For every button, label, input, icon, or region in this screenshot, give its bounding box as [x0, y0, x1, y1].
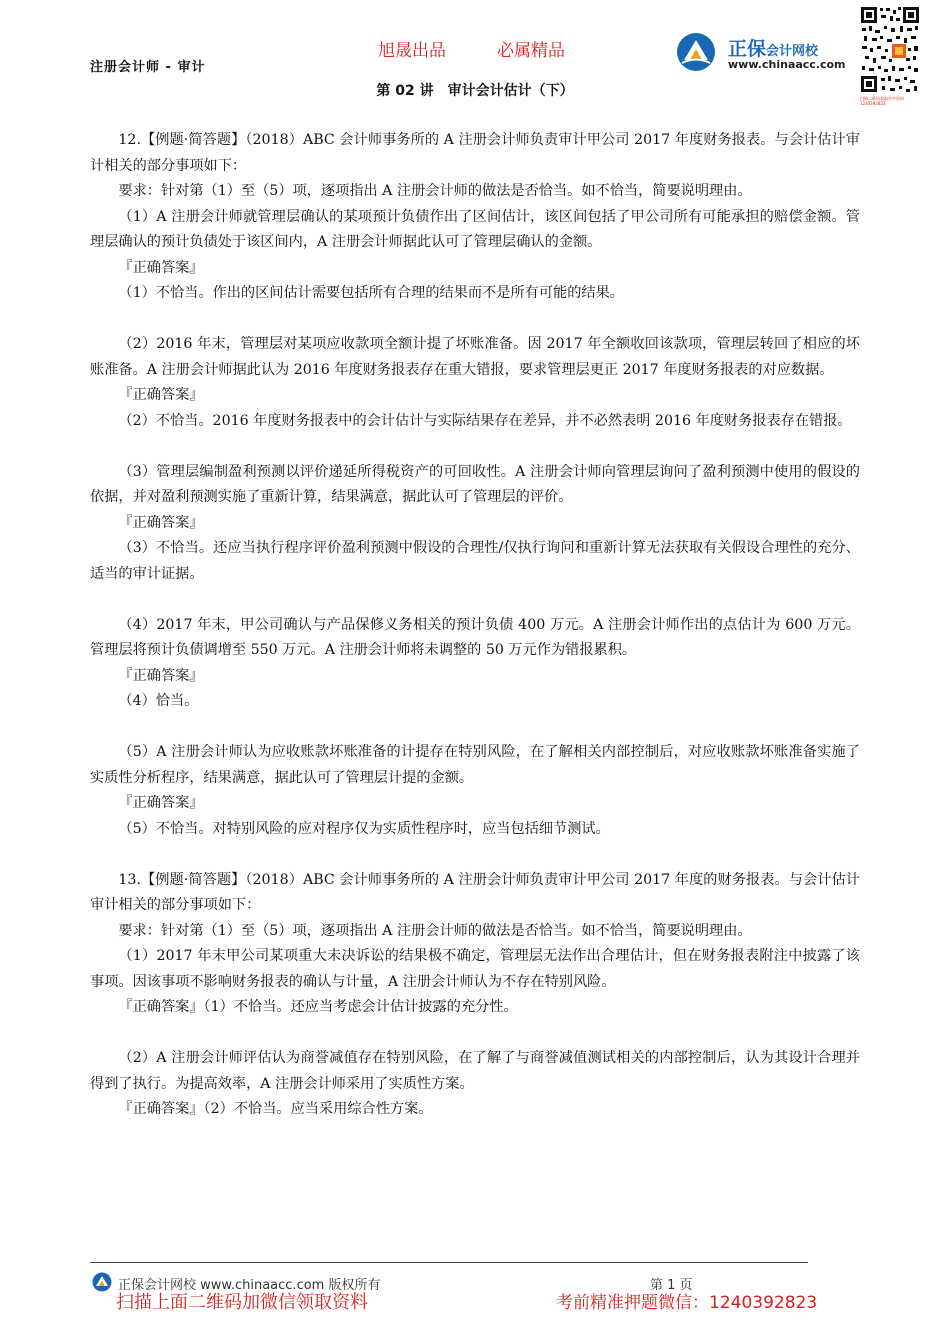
question-13-requirement: 要求：针对第（1）至（5）项，逐项指出 A 注册会计师的做法是否恰当。如不恰当，简要说明理由。	[118, 922, 752, 939]
question-12-requirement: 要求：针对第（1）至（5）项，逐项指出 A 注册会计师的做法是否恰当。如不恰当，简要说明理由。	[118, 183, 752, 199]
qr-code-icon	[860, 6, 920, 96]
question-13-item-1: （1）2017 年末甲公司某项重大未决诉讼的结果极不确定，管理层无法作出合理估计，但在财务报表附注中披露了该事项。因该事项不影响财务报表的确认与计量，A 注册会计师认为不存在特别风险。	[90, 948, 860, 990]
lecture-title: 第 02 讲 审计会计估计（下）	[376, 83, 574, 99]
question-12-item-5: （5）A 注册会计师认为应收账款坏账准备的计提存在特别风险，在了解相关内部控制后，对应收账款坏账准备实施了实质性分析程序，结果满意，据此认可了管理层计提的金额。	[90, 744, 860, 786]
spacer	[90, 715, 860, 741]
answer-label: 『正确答案』	[118, 514, 204, 531]
spacer	[90, 1021, 860, 1047]
question-13-title: 13.【例题·简答题】（2018）ABC 会计师事务所的 A 注册会计师负责审计甲公司 2017 年度的财务报表。与会计估计审计相关的部分事项如下：	[90, 871, 860, 913]
brand-slogan-left: 旭晟出品	[378, 41, 446, 61]
page-number: 第 1 页	[650, 1278, 693, 1293]
logo-url: www.chinaacc.com	[728, 58, 846, 71]
answer-12-2: （2）不恰当。2016 年度财务报表中的会计估计与实际结果存在差异，并不必然表明 2016 年度财务报表存在错报。	[118, 412, 852, 429]
footer-copyright: 正保会计网校 www.chinaacc.com 版权所有	[118, 1278, 381, 1293]
brand-slogan-right: 必属精品	[497, 41, 565, 61]
promo-wechat-id-text: 考前精准押题微信：1240392823	[556, 1293, 818, 1313]
chinaacc-logo-icon	[676, 32, 716, 72]
question-12-item-1: （1）A 注册会计师就管理层确认的某项预计负债作出了区间估计，该区间包括了甲公司所有可能承担的赔偿金额。管理层确认的预计负债处于该区间内，A 注册会计师据此认可了管理层确认的金额。	[90, 208, 860, 250]
question-12-item-2: （2）2016 年末，管理层对某项应收款项全额计提了坏账准备。因 2017 年全额收回该款项，管理层转回了相应的坏账准备。A 注册会计师据此认为 2016 年度财务报表存在重大错报，要求管理层更正 2017 年度财务报表的对应数据。	[90, 336, 860, 378]
answer-12-4: （4）恰当。	[118, 693, 199, 709]
logo-text: 正保会计网校	[728, 38, 819, 60]
answer-label: 『正确答案』	[118, 667, 204, 684]
answer-label: 『正确答案』	[118, 795, 204, 811]
spacer	[90, 587, 860, 613]
answer-label: 『正确答案』	[118, 387, 204, 403]
answer-13-1: 『正确答案』（1）不恰当。还应当考虑会计估计披露的充分性。	[118, 999, 518, 1015]
question-12-item-4: （4）2017 年末，甲公司确认与产品保修义务相关的预计负债 400 万元。A 注册会计师作出的点估计为 600 万元。管理层将预计负债调增至 550 万元。A 注册会计师将未调整的 50 万元作为错报累积。	[90, 616, 860, 658]
answer-13-2: 『正确答案』（2）不恰当。应当采用综合性方案。	[118, 1101, 433, 1117]
spacer	[90, 434, 860, 460]
answer-12-1: （1）不恰当。作出的区间估计需要包括所有合理的结果而不是所有可能的结果。	[118, 285, 624, 301]
question-12-item-3: （3）管理层编制盈利预测以评价递延所得税资产的可回收性。A 注册会计师向管理层询问了盈利预测中使用的假设的依据，并对盈利预测实施了重新计算，结果满意，据此认可了管理层的评价。	[90, 463, 860, 505]
spacer	[90, 307, 860, 333]
question-12-title: 12.【例题·简答题】（2018）ABC 会计师事务所的 A 注册会计师负责审计甲公司 2017 年度财务报表。与会计估计审计相关的部分事项如下：	[90, 132, 860, 174]
question-13-item-2: （2）A 注册会计师评估认为商誉减值存在特别风险，在了解了与商誉减值测试相关的内部控制后，认为其设计合理并得到了执行。为提高效率，A 注册会计师采用了实质性方案。	[90, 1050, 860, 1092]
answer-12-5: （5）不恰当。对特别风险的应对程序仅为实质性程序时，应当包括细节测试。	[118, 820, 610, 837]
spacer	[90, 842, 860, 868]
chinaacc-footer-logo-icon	[92, 1272, 112, 1292]
promo-wechat-qr-text: 扫描上面二维码加微信领取资料	[116, 1292, 368, 1313]
qr-note: 扫描二维码获取更多资料 1240392823	[860, 96, 904, 106]
footer-divider	[90, 1262, 808, 1263]
answer-12-3: （3）不恰当。还应当执行程序评价盈利预测中假设的合理性/仅执行询问和重新计算无法获取有关假设合理性的充分、适当的审计证据。	[90, 540, 860, 582]
course-name: 注册会计师 - 审计	[90, 60, 206, 75]
document-body	[90, 128, 860, 1123]
answer-label: 『正确答案』	[118, 259, 204, 276]
